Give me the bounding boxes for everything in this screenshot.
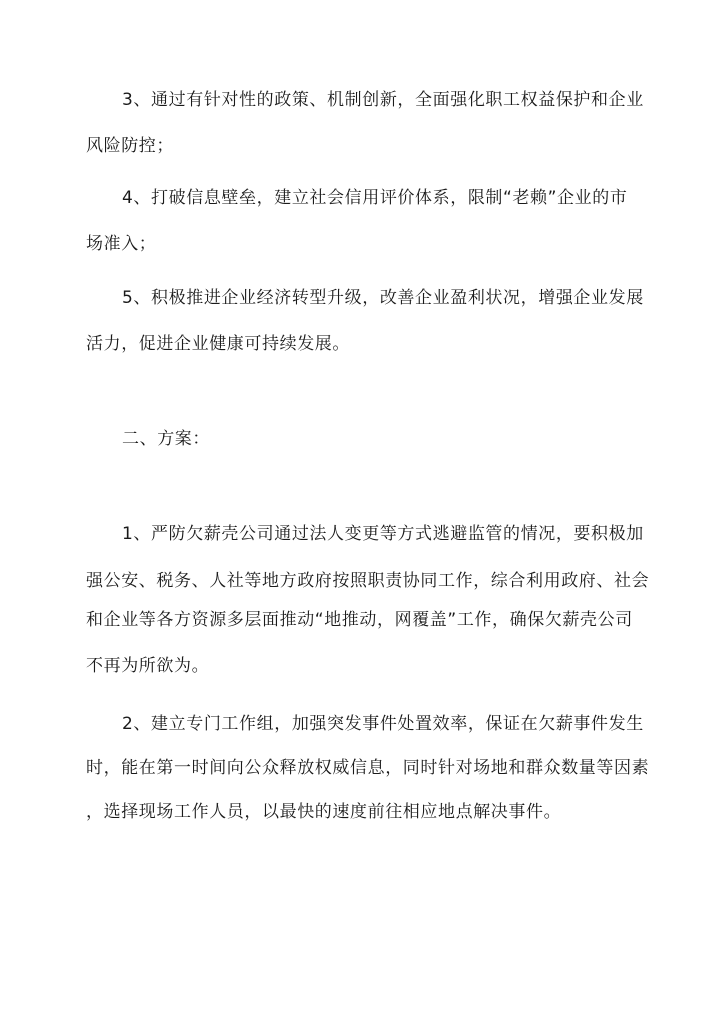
section-heading: 二、方案：: [122, 429, 210, 449]
plan-item-1-line-3: 和企业等各方资源多层面推动“地推动，网覆盖”工作，确保欠薪壳公司: [86, 610, 633, 630]
paragraph-3-line-1: 3、通过有针对性的政策、机制创新，全面强化职工权益保护和企业: [122, 90, 644, 110]
plan-item-1-line-2: 强公安、税务、人社等地方政府按照职责协同工作，综合利用政府、社会: [86, 571, 650, 591]
paragraph-3-line-2: 风险防控；: [86, 136, 174, 156]
paragraph-4-line-1: 4、打破信息壁垒，建立社会信用评价体系，限制“老赖”企业的市: [122, 188, 628, 208]
plan-item-1-line-1: 1、严防欠薪壳公司通过法人变更等方式逃避监管的情况，要积极加: [122, 524, 644, 544]
plan-item-2-line-1: 2、建立专门工作组，加强突发事件处置效率，保证在欠薪事件发生: [122, 714, 644, 734]
paragraph-5-line-2: 活力，促进企业健康可持续发展。: [86, 334, 350, 354]
paragraph-5-line-1: 5、积极推进企业经济转型升级，改善企业盈利状况，增强企业发展: [122, 288, 644, 308]
paragraph-4-line-2: 场准入；: [86, 234, 157, 254]
plan-item-1-line-4: 不再为所欲为。: [86, 656, 210, 676]
plan-item-2-line-3: ，选择现场工作人员，以最快的速度前往相应地点解决事件。: [86, 802, 562, 822]
plan-item-2-line-2: 时，能在第一时间向公众释放权威信息，同时针对场地和群众数量等因素: [86, 758, 650, 778]
